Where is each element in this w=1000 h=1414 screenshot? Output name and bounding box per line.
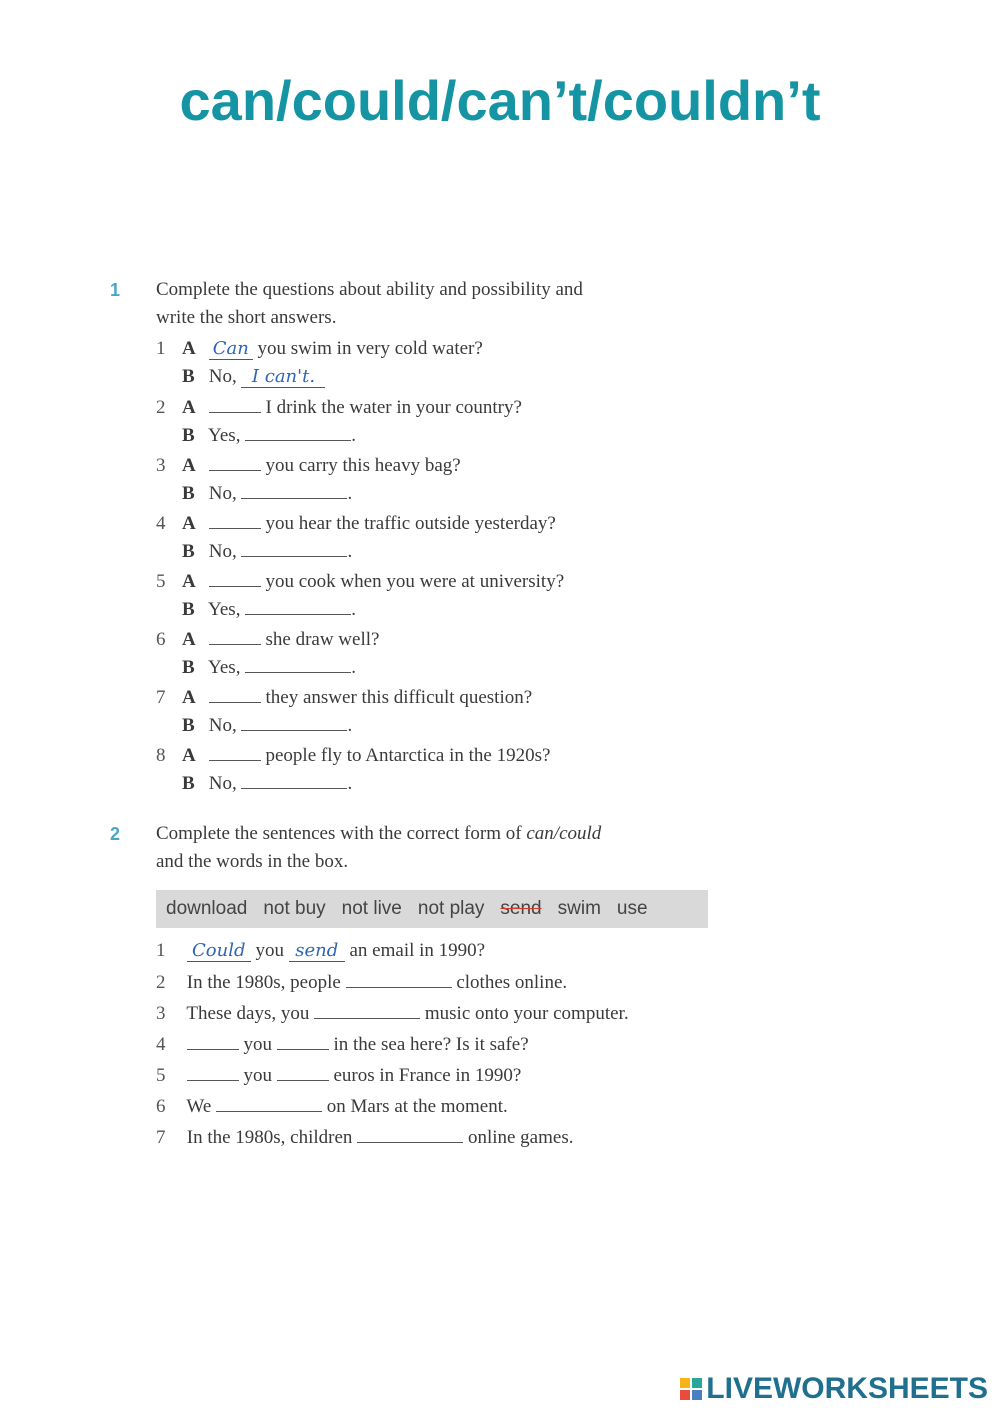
sentence-text: you xyxy=(243,1034,272,1055)
ex2-item-3 xyxy=(156,1002,629,1025)
answer-prefix: No, xyxy=(208,366,237,387)
speaker-label: B xyxy=(182,425,195,446)
question-text: she draw well? xyxy=(265,629,380,650)
sentence-text: These days, you xyxy=(186,1003,310,1024)
answer-blank[interactable] xyxy=(277,1033,329,1050)
answer-prefix: No, xyxy=(208,541,237,562)
item-number: 8 xyxy=(156,745,166,766)
answer-prefix: Yes, xyxy=(208,657,241,678)
question-text: you cook when you were at university? xyxy=(265,571,565,592)
word-box-item: not play xyxy=(417,898,485,919)
speaker-label: A xyxy=(182,338,196,359)
speaker-label: B xyxy=(182,657,195,678)
speaker-label: A xyxy=(182,397,196,418)
sentence-text: an email in 1990? xyxy=(349,940,486,961)
item-number: 1 xyxy=(156,338,166,359)
instruction-emphasis: can/could xyxy=(526,823,602,844)
sentence-text: in the sea here? Is it safe? xyxy=(333,1034,529,1055)
ex2-item-5 xyxy=(156,1064,521,1087)
sentence-text: In the 1980s, people xyxy=(186,972,341,993)
ex1-item-7-question xyxy=(156,686,532,709)
ex1-item-3-answer: B No, . xyxy=(182,483,353,504)
answer-blank[interactable] xyxy=(187,1033,239,1050)
instruction-text: Complete the sentences with the correct form of xyxy=(156,823,527,844)
item-number: 7 xyxy=(156,687,166,708)
ex1-item-8-question xyxy=(156,744,550,767)
item-number: 6 xyxy=(156,1096,166,1117)
ex2-item-6 xyxy=(156,1095,508,1118)
sentence-text: you xyxy=(255,940,284,961)
ex1-item-5-question xyxy=(156,570,564,593)
sentence-text: euros in France in 1990? xyxy=(333,1065,522,1086)
question-text: you swim in very cold water? xyxy=(257,338,483,359)
ex2-item-2 xyxy=(156,971,567,994)
answer-blank[interactable] xyxy=(209,396,261,413)
word-box-item: not live xyxy=(341,898,402,919)
item-number: 3 xyxy=(156,1003,166,1024)
answer-blank-filled[interactable]: send xyxy=(289,940,345,962)
ex1-item-1-question xyxy=(156,338,483,360)
ex1-item-8-answer: B No, . xyxy=(182,773,353,794)
word-box-item-used: send xyxy=(500,898,542,919)
ex1-item-1-answer xyxy=(182,366,325,388)
short-answer-blank[interactable] xyxy=(245,598,351,615)
speaker-label: B xyxy=(182,541,195,562)
sentence-text: on Mars at the moment. xyxy=(326,1096,508,1117)
item-number: 4 xyxy=(156,1034,166,1055)
answer-blank[interactable] xyxy=(314,1002,420,1019)
ex1-item-6-question xyxy=(156,628,379,651)
item-number: 5 xyxy=(156,1065,166,1086)
item-number: 5 xyxy=(156,571,166,592)
sentence-text: We xyxy=(186,1096,212,1117)
word-box-item: not buy xyxy=(263,898,326,919)
item-number: 2 xyxy=(156,972,166,993)
ex1-item-7-answer: B No, . xyxy=(182,715,353,736)
ex1-item-4-question xyxy=(156,512,556,535)
exercise-1-number: 1 xyxy=(110,280,121,300)
ex1-item-3-question xyxy=(156,454,461,477)
answer-blank[interactable] xyxy=(209,570,261,587)
short-answer-blank[interactable] xyxy=(241,482,347,499)
speaker-label: B xyxy=(182,773,195,794)
answer-blank-filled[interactable]: Could xyxy=(187,940,251,962)
exercise-2-instruction-line-1 xyxy=(156,820,726,848)
answer-blank[interactable] xyxy=(209,628,261,645)
word-box xyxy=(156,890,708,928)
answer-blank[interactable] xyxy=(216,1095,322,1112)
answer-blank[interactable] xyxy=(209,744,261,761)
item-number: 7 xyxy=(156,1127,166,1148)
brand-text: LIVEWORKSHEETS xyxy=(706,1372,988,1405)
speaker-label: A xyxy=(182,571,196,592)
short-answer-blank[interactable] xyxy=(245,424,351,441)
exercise-1-instruction xyxy=(156,276,726,332)
speaker-label: B xyxy=(182,715,195,736)
ex1-item-2-question xyxy=(156,396,522,419)
short-answer-blank[interactable] xyxy=(245,656,351,673)
answer-blank[interactable] xyxy=(357,1126,463,1143)
speaker-label: A xyxy=(182,745,196,766)
item-number: 1 xyxy=(156,940,166,961)
short-answer-blank[interactable] xyxy=(241,714,347,731)
speaker-label: B xyxy=(182,599,195,620)
liveworksheets-logo xyxy=(680,1372,988,1406)
logo-grid-icon xyxy=(680,1378,702,1400)
answer-prefix: No, xyxy=(208,715,237,736)
speaker-label: A xyxy=(182,455,196,476)
answer-prefix: Yes, xyxy=(208,599,241,620)
short-answer-filled[interactable]: I can't. xyxy=(241,366,325,388)
word-box-item: swim xyxy=(557,898,601,919)
answer-blank[interactable] xyxy=(346,971,452,988)
answer-blank[interactable] xyxy=(209,454,261,471)
answer-prefix: Yes, xyxy=(208,425,241,446)
speaker-label: A xyxy=(182,687,196,708)
ex2-item-4 xyxy=(156,1033,529,1056)
answer-prefix: No, xyxy=(208,773,237,794)
page-title: can/could/can’t/couldn’t xyxy=(179,69,821,132)
sentence-text: online games. xyxy=(467,1127,574,1148)
speaker-label: B xyxy=(182,366,195,387)
short-answer-blank[interactable] xyxy=(241,772,347,789)
answer-blank[interactable] xyxy=(209,512,261,529)
answer-blank[interactable] xyxy=(209,686,261,703)
question-text: you carry this heavy bag? xyxy=(265,455,461,476)
word-box-item: use xyxy=(616,898,648,919)
sentence-text: music onto your computer. xyxy=(424,1003,629,1024)
ex1-item-6-answer: B Yes, . xyxy=(182,657,356,678)
ex2-item-1 xyxy=(156,940,485,962)
item-number: 3 xyxy=(156,455,166,476)
question-text: I drink the water in your country? xyxy=(265,397,522,418)
exercise-1-instruction-line-2: write the short answers. xyxy=(156,307,337,328)
question-text: people fly to Antarctica in the 1920s? xyxy=(265,745,551,766)
ex1-item-2-answer: B Yes, . xyxy=(182,425,356,446)
speaker-label: A xyxy=(182,513,196,534)
exercise-1-instruction-line-1: Complete the questions about ability and possibility and xyxy=(156,279,583,300)
answer-blank[interactable] xyxy=(187,1064,239,1081)
word-box-item: download xyxy=(166,898,248,919)
ex1-item-4-answer: B No, . xyxy=(182,541,353,562)
ex1-item-5-answer: B Yes, . xyxy=(182,599,356,620)
item-number: 4 xyxy=(156,513,166,534)
exercise-2-instruction-line-2: and the words in the box. xyxy=(156,851,349,872)
exercise-2-number: 2 xyxy=(110,824,121,844)
sentence-text: clothes online. xyxy=(456,972,568,993)
speaker-label: A xyxy=(182,629,196,650)
sentence-text: you xyxy=(243,1065,272,1086)
ex2-item-7 xyxy=(156,1126,573,1149)
answer-prefix: No, xyxy=(208,483,237,504)
item-number: 6 xyxy=(156,629,166,650)
question-text: they answer this difficult question? xyxy=(265,687,533,708)
question-text: you hear the traffic outside yesterday? xyxy=(265,513,556,534)
exercise-2-instruction xyxy=(156,820,726,876)
speaker-label: B xyxy=(182,483,195,504)
answer-blank[interactable] xyxy=(277,1064,329,1081)
short-answer-blank[interactable] xyxy=(241,540,347,557)
item-number: 2 xyxy=(156,397,166,418)
sentence-text: In the 1980s, children xyxy=(186,1127,353,1148)
answer-blank-filled[interactable]: Can xyxy=(209,338,253,360)
